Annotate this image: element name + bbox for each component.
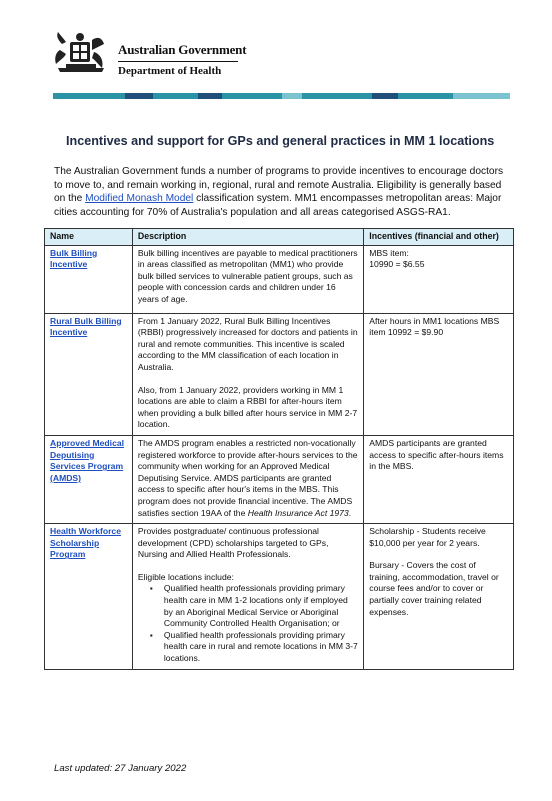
health-workforce-scholarship-link[interactable]: Health Workforce Scholarship Program bbox=[50, 526, 121, 560]
table-row bbox=[45, 435, 514, 523]
stripe-segment bbox=[153, 93, 198, 99]
description-text: From 1 January 2022, Rural Bulk Billing Incentives (RBBI) progressively increased for doctors and patients in rural and remote communities. This incentive is scaled according to the MM classification of each location in Australia. bbox=[137, 315, 358, 372]
amds-program-link[interactable]: Approved Medical Deputising Services Program (AMDS) bbox=[50, 437, 125, 483]
stripe-segment bbox=[372, 93, 398, 99]
intro-text-end: classification system. MM1 encompasses metropolitan areas: Major cities accounting for 70% of Australia's population and all areas categorised ASGS-RA1. bbox=[54, 193, 502, 218]
row-name-cell bbox=[45, 245, 133, 313]
eligible-locations-list bbox=[150, 583, 358, 664]
page-title: Incentives and support for GPs and general practices in MM 1 locations bbox=[66, 134, 495, 148]
row-description-cell bbox=[132, 245, 363, 313]
list-item: ▪ Qualified health professionals providing primary health care in MM 1-2 locations only if employed by an Aboriginal Medical Service or Aboriginal Community Controlled Health Organisation; or bbox=[150, 583, 358, 629]
intro-text-start: The Australian Government funds a number of programs to provide incentives to encourage doctors to move to, and remain working in, regional, rural and remote Australia. Eligibility is generally based on the bbox=[54, 166, 504, 205]
incentive-text: Scholarship - Students receive $10,000 per year for 2 years. bbox=[369, 526, 486, 548]
department-name: Department of Health bbox=[118, 65, 222, 77]
row-name-cell bbox=[45, 435, 133, 523]
government-header bbox=[52, 30, 252, 80]
incentive-text: AMDS participants are granted access to specific after-hours items in the MBS. bbox=[369, 437, 504, 472]
table-row bbox=[45, 313, 514, 435]
description-text: Also, from 1 January 2022, providers working in MM 1 locations are able to claim a RBBI for after-hours item when providing a bulk billed after hours service in MM 2-7 location. bbox=[137, 384, 358, 430]
bulk-billing-incentive-link[interactable]: Bulk Billing Incentive bbox=[50, 247, 98, 270]
description-text bbox=[138, 438, 358, 519]
wordmark-divider bbox=[118, 61, 238, 62]
row-description-cell bbox=[132, 524, 363, 670]
stripe-segment bbox=[398, 93, 453, 99]
government-name: Australian Government bbox=[118, 42, 247, 57]
incentive-text: Bursary - Covers the cost of training, accommodation, travel or course fees and/or to cover or partially cover training related expenses. bbox=[369, 560, 499, 617]
row-incentive-cell bbox=[364, 435, 514, 523]
list-item: ▪ Qualified health professionals providing primary health care in rural and remote locations in MM 3-7 locations. bbox=[150, 630, 358, 665]
header-name: Name bbox=[45, 229, 133, 246]
incentive-text: After hours in MM1 locations MBS item 10992 = $9.90 bbox=[369, 315, 500, 338]
incentive-text: MBS item: bbox=[369, 247, 409, 258]
header-description: Description bbox=[132, 229, 363, 246]
incentive-text: 10990 = $6.55 bbox=[369, 259, 425, 270]
stripe-segment bbox=[453, 93, 510, 99]
stripe-segment bbox=[103, 93, 125, 99]
government-wordmark bbox=[118, 42, 246, 77]
decorative-color-stripe bbox=[53, 93, 510, 99]
table-row bbox=[45, 524, 514, 670]
stripe-segment bbox=[125, 93, 153, 99]
last-updated-footer: Last updated: 27 January 2022 bbox=[54, 763, 187, 774]
row-name-cell bbox=[45, 524, 133, 670]
incentives-table bbox=[44, 228, 514, 670]
rural-bulk-billing-incentive-link[interactable]: Rural Bulk Billing Incentive bbox=[50, 315, 122, 338]
intro-paragraph bbox=[54, 165, 514, 219]
stripe-segment bbox=[198, 93, 222, 99]
stripe-segment bbox=[302, 93, 372, 99]
table-header-row bbox=[45, 229, 514, 246]
row-description-cell bbox=[132, 435, 363, 523]
header-incentives: Incentives (financial and other) bbox=[364, 229, 514, 246]
table-row bbox=[45, 245, 514, 313]
row-incentive-cell bbox=[364, 245, 514, 313]
coat-of-arms-icon bbox=[52, 30, 110, 74]
description-end: . bbox=[348, 507, 352, 518]
act-title: Health Insurance Act 1973 bbox=[247, 507, 349, 518]
modified-monash-model-link[interactable]: Modified Monash Model bbox=[85, 193, 194, 205]
description-text: Eligible locations include: bbox=[137, 571, 234, 582]
stripe-segment bbox=[222, 93, 282, 99]
row-name-cell bbox=[45, 313, 133, 435]
description-main: The AMDS program enables a restricted non-vocationally registered workforce to provide after-hours services to the community when working for an Approved Medical Deputising Service. AMDS participants are granted access to specific after hour's items in the MBS. This program does not provide financial incentive. The AMDS satisfies section 19AA of the bbox=[137, 437, 358, 518]
description-text: Provides postgraduate/ continuous professional development (CPD) scholarships targeted to GPs, Nursing and Allied Health Professionals. bbox=[137, 526, 329, 560]
row-description-cell bbox=[132, 313, 363, 435]
row-incentive-cell bbox=[364, 524, 514, 670]
row-incentive-cell bbox=[364, 313, 514, 435]
description-text: Bulk billing incentives are payable to medical practitioners in areas classified as metropolitan (MM1) who provide bulk billed services to vulnerable patient groups, such as people with concession cards and children under 16 years of age. bbox=[137, 247, 358, 304]
stripe-segment bbox=[53, 93, 103, 99]
stripe-segment bbox=[282, 93, 302, 99]
